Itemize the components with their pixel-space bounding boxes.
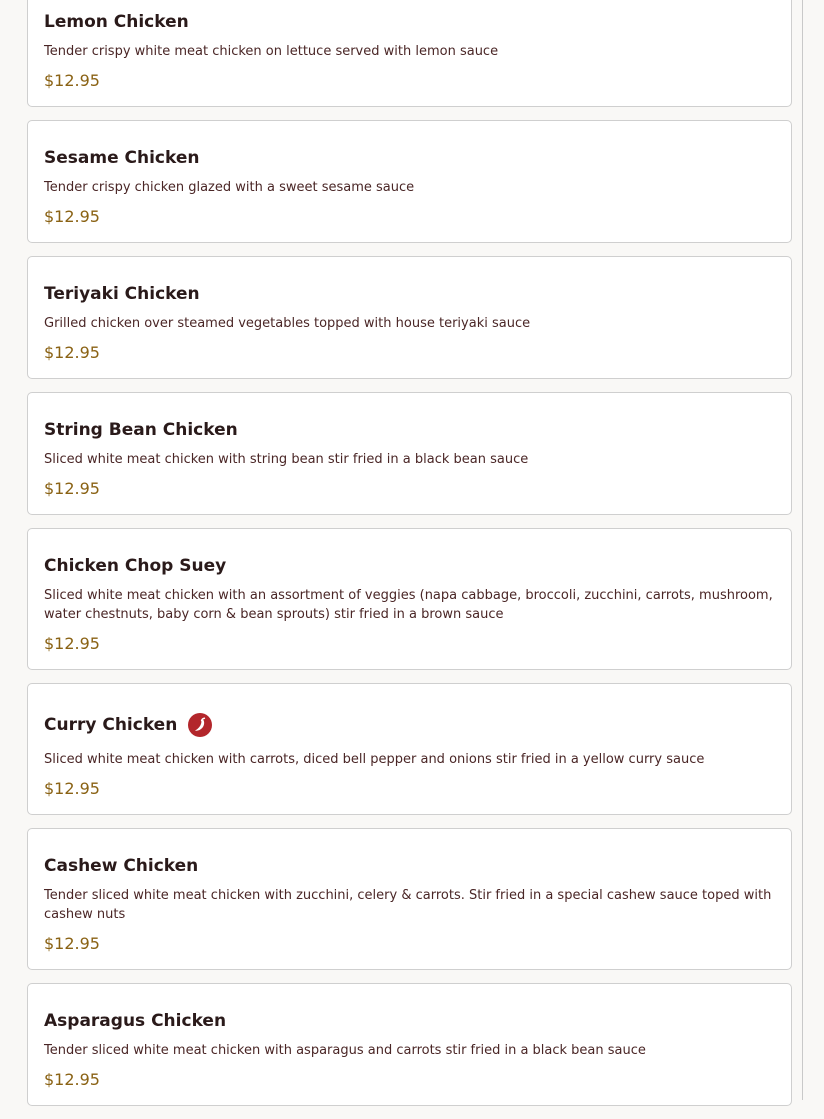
menu-item-description: Grilled chicken over steamed vegetables topped with house teriyaki sauce	[44, 316, 531, 331]
menu-item-header	[44, 417, 775, 442]
menu-item-card[interactable]	[27, 0, 792, 107]
menu-item-card[interactable]	[27, 120, 792, 243]
menu-item-header	[44, 145, 775, 170]
menu-item-price: $12.95	[44, 479, 100, 498]
menu-item-price: $12.95	[44, 634, 100, 653]
menu-item-price: $12.95	[44, 934, 100, 953]
page-scroll-edge	[802, 0, 803, 1100]
menu-item-description: Tender crispy chicken glazed with a sweet sesame sauce	[44, 180, 415, 195]
menu-item-name: Sesame Chicken	[44, 147, 200, 168]
menu-item-card[interactable]	[27, 683, 792, 815]
menu-item-price: $12.95	[44, 779, 100, 798]
menu-item-name: Curry Chicken	[44, 715, 178, 735]
menu-item-name: String Bean Chicken	[44, 419, 238, 440]
menu-item-header	[44, 281, 775, 306]
menu-item-card[interactable]	[27, 983, 792, 1106]
menu-item-name: Lemon Chicken	[44, 11, 189, 32]
menu-item-card[interactable]	[27, 392, 792, 515]
menu-item-card[interactable]	[27, 828, 792, 970]
menu-item-name: Cashew Chicken	[44, 855, 199, 876]
menu-item-description: Sliced white meat chicken with carrots, diced bell pepper and onions stir fried in a yellow curry sauce	[44, 752, 705, 767]
chili-pepper-icon	[188, 713, 212, 737]
menu-item-description: Tender sliced white meat chicken with zucchini, celery & carrots. Stir fried in a special cashew sauce toped with cashew nuts	[44, 888, 772, 922]
menu-item-price: $12.95	[44, 343, 100, 362]
menu-item-name: Teriyaki Chicken	[44, 283, 200, 304]
menu-item-header	[44, 708, 775, 742]
menu-item-description: Sliced white meat chicken with string bean stir fried in a black bean sauce	[44, 452, 529, 467]
menu-item-price: $12.95	[44, 1070, 100, 1089]
menu-item-price: $12.95	[44, 71, 100, 90]
chili-pepper-icon-graphic	[188, 713, 212, 737]
menu-item-name: Asparagus Chicken	[44, 1010, 227, 1031]
menu-item-name: Chicken Chop Suey	[44, 555, 227, 576]
menu-item-card[interactable]	[27, 528, 792, 670]
menu-item-header	[44, 853, 775, 878]
menu-item-price: $12.95	[44, 207, 100, 226]
menu-item-card[interactable]	[27, 256, 792, 379]
menu-item-list	[27, 0, 792, 1119]
menu-item-header	[44, 9, 775, 34]
menu-item-description: Sliced white meat chicken with an assortment of veggies (napa cabbage, broccoli, zucchini, carrots, mushroom, water chestnuts, baby corn & bean sprouts) stir fried in a brown sauce	[44, 588, 773, 622]
menu-item-header	[44, 553, 775, 578]
menu-item-description: Tender crispy white meat chicken on lettuce served with lemon sauce	[44, 44, 499, 59]
menu-item-header	[44, 1008, 775, 1033]
menu-item-description: Tender sliced white meat chicken with asparagus and carrots stir fried in a black bean sauce	[44, 1043, 646, 1058]
